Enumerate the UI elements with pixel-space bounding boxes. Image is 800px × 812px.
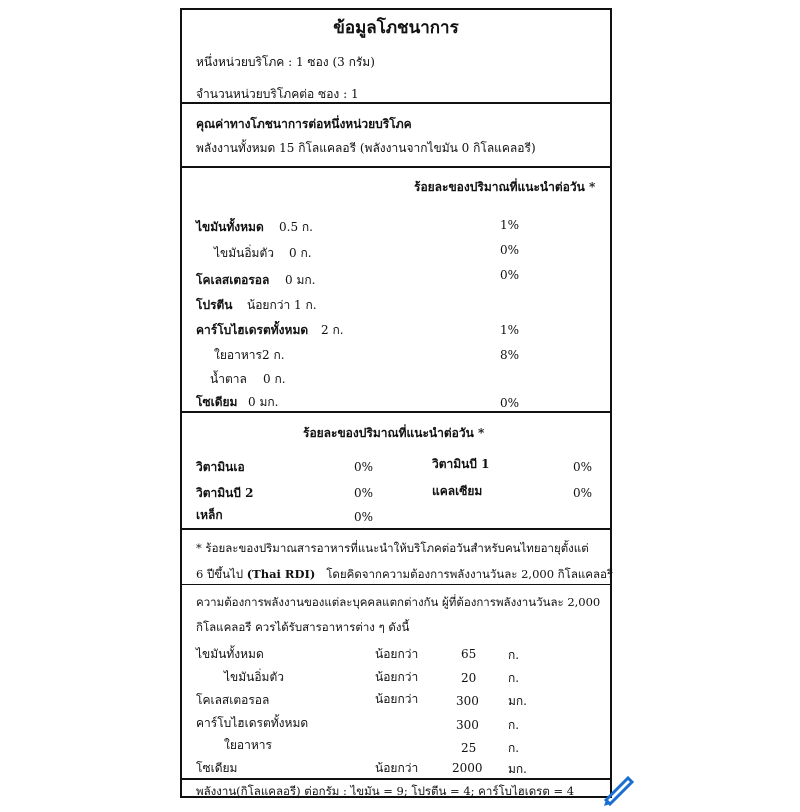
- nutrient-percent: 1%: [500, 218, 520, 232]
- guide-name: ไขมันอิ่มตัว: [224, 670, 284, 684]
- footnote-age: 6 ปีขึ้นไป: [196, 567, 244, 581]
- guide-value: 300: [456, 718, 479, 732]
- vitamin-name: วิตามินบี 2: [196, 486, 254, 500]
- footnote-line-1: * ร้อยละของปริมาณสารอาหารที่แนะนำให้บริโภคต่อวันสำหรับคนไทยอายุตั้งแต่: [196, 541, 589, 555]
- nutrient-name: คาร์โบไฮเดรตทั้งหมด: [196, 323, 309, 337]
- vitamin-percent: 0%: [354, 460, 374, 474]
- divider: [182, 528, 610, 530]
- energy-total-text: พลังงานทั้งหมด 15 กิโลแคลอรี (พลังงานจากไขมัน 0 กิโลแคลอรี): [196, 141, 536, 155]
- guide-value: 65: [461, 647, 477, 661]
- vitamin-name: วิตามินบี 1: [432, 457, 490, 471]
- guide-qualifier: น้อยกว่า: [375, 692, 419, 706]
- guide-name: ไขมันทั้งหมด: [196, 647, 264, 661]
- vitamin-percent: 0%: [573, 460, 593, 474]
- energy-total: [196, 141, 536, 155]
- nutrient-percent: 0%: [500, 396, 520, 410]
- guide-unit: ก.: [508, 648, 520, 662]
- guide-name: โซเดียม: [196, 761, 238, 775]
- guide-value: 2000: [452, 761, 483, 775]
- guide-unit: มก.: [508, 762, 527, 776]
- guide-qualifier: น้อยกว่า: [375, 647, 419, 661]
- nutrient-amount: 0 มก.: [248, 395, 279, 409]
- footnote-thai-rdi: (Thai RDI): [246, 567, 316, 581]
- vitamin-percent: 0%: [354, 486, 374, 500]
- footnote-line-2: [196, 567, 613, 581]
- guide-value: 20: [461, 671, 477, 685]
- guide-unit: มก.: [508, 694, 527, 708]
- nutrient-percent: 8%: [500, 348, 520, 362]
- nutrient-name: ไขมันทั้งหมด: [196, 220, 264, 234]
- nutrient-name: ใยอาหาร: [214, 348, 262, 362]
- guide-name: โคเลสเตอรอล: [196, 693, 270, 707]
- nutrient-name: โซเดียม: [196, 395, 238, 409]
- serving-size: หนึ่งหน่วยบริโภค : 1 ซอง (3 กรัม): [196, 55, 375, 69]
- guide-value: 300: [456, 694, 479, 708]
- nutrient-percent: 1%: [500, 323, 520, 337]
- divider: [182, 102, 610, 104]
- guide-unit: ก.: [508, 671, 520, 685]
- servings-per-container: จำนวนหน่วยบริโภคต่อ ซอง : 1: [196, 87, 359, 101]
- guide-value: 25: [461, 741, 477, 755]
- footnote-basis: โดยคิดจากความต้องการพลังงานวันละ 2,000 กิโลแคลอรี: [326, 567, 614, 581]
- guide-unit: ก.: [508, 741, 520, 755]
- pencil-edit-icon[interactable]: [598, 768, 638, 808]
- nutrient-name: ไขมันอิ่มตัว: [214, 246, 274, 260]
- nutrient-amount: 0 มก.: [285, 273, 316, 287]
- guide-intro-1: ความต้องการพลังงานของแต่ละบุคคลแตกต่างกัน ผู้ที่ต้องการพลังงานวันละ 2,000: [196, 595, 601, 609]
- nutrition-facts-panel: [180, 8, 612, 798]
- vitamin-name: แคลเซียม: [432, 484, 483, 498]
- nutrient-name: น้ำตาล: [210, 372, 247, 386]
- nutrient-amount: 0 ก.: [263, 372, 286, 386]
- guide-intro-2: กิโลแคลอรี ควรได้รับสารอาหารต่าง ๆ ดังนี้: [196, 620, 410, 634]
- nutrient-percent: 0%: [500, 243, 520, 257]
- vitamin-name: เหล็ก: [196, 508, 223, 522]
- vitamins-heading: ร้อยละของปริมาณที่แนะนำต่อวัน *: [303, 426, 485, 440]
- divider: [182, 584, 610, 585]
- nutrient-amount: 2 ก.: [321, 323, 344, 337]
- guide-unit: ก.: [508, 718, 520, 732]
- divider: [182, 778, 610, 780]
- vitamin-name: วิตามินเอ: [196, 460, 245, 474]
- nutrient-amount: น้อยกว่า 1 ก.: [247, 298, 317, 312]
- nutrient-amount: 0 ก.: [289, 246, 312, 260]
- nutrient-name: โปรตีน: [196, 298, 233, 312]
- guide-name: คาร์โบไฮเดรตทั้งหมด: [196, 716, 309, 730]
- nutrient-name: โคเลสเตอรอล: [196, 273, 270, 287]
- nutrient-amount: 2 ก.: [262, 348, 285, 362]
- guide-name: ใยอาหาร: [224, 738, 272, 752]
- nutrient-percent: 0%: [500, 268, 520, 282]
- energy-factors: พลังงาน(กิโลแคลอรี) ต่อกรัม : ไขมัน = 9; โปรตีน = 4; คาร์โบไฮเดรต = 4: [196, 784, 575, 798]
- vitamin-percent: 0%: [354, 510, 374, 524]
- per-serving-heading: คุณค่าทางโภชนาการต่อหนึ่งหน่วยบริโภค: [196, 117, 412, 131]
- guide-qualifier: น้อยกว่า: [375, 670, 419, 684]
- guide-qualifier: น้อยกว่า: [375, 761, 419, 775]
- divider: [182, 411, 610, 413]
- rdi-heading: ร้อยละของปริมาณที่แนะนำต่อวัน *: [414, 180, 596, 194]
- nutrition-title: ข้อมูลโภชนาการ: [333, 18, 459, 38]
- nutrient-amount: 0.5 ก.: [279, 220, 313, 234]
- divider: [182, 166, 610, 168]
- vitamin-percent: 0%: [573, 486, 593, 500]
